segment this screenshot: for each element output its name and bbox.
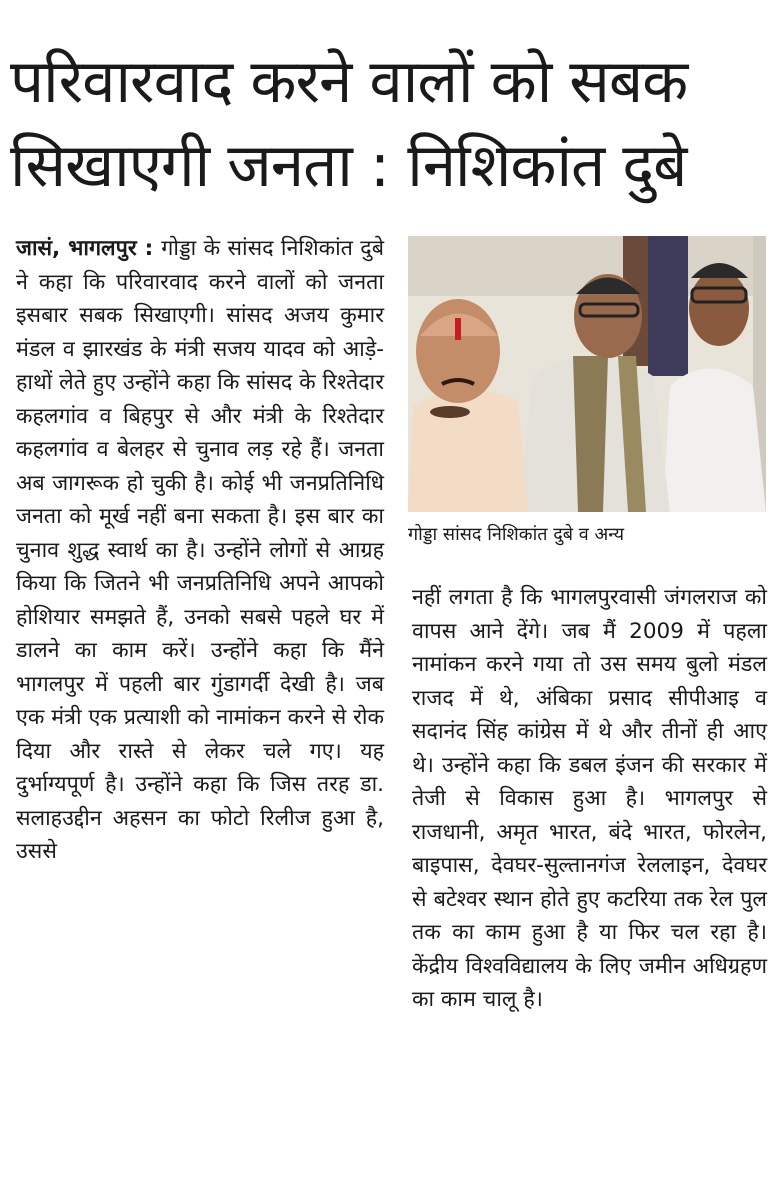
photo-caption: गोड्डा सांसद निशिकांत दुबे व अन्य xyxy=(408,524,625,545)
article-paragraph-left xyxy=(16,232,384,869)
news-photo xyxy=(408,236,766,512)
headline-line-2: सिखाएगी जनता : निशिकांत दुबे xyxy=(10,131,687,201)
article-paragraph-right: नहीं लगता है कि भागलपुरवासी जंगलराज को वापस आने देंगे। जब मैं 2009 में पहला नामांकन करने गया तो उस समय बुलो मंडल राजद में थे, अंबिका प्रसाद सीपीआइ व सदानंद सिंह कांग्रेस में थे और तीनों ही आए थे। उन्होंने कहा कि डबल इंजन की सरकार में तेजी से विकास हुआ है। भागलपुर से राजधानी, अमृत भारत, बंदे भारत, फोरलेन, बाइपास, देवघर-सुल्तानगंज रेललाइन, देवघर से बटेश्वर स्थान होते हुए कटरिया तक रेल पुल तक का काम हुआ है या फिर चल रहा है। केंद्रीय विश्वविद्यालय के लिए जमीन अधिग्रहण का काम चालू है। xyxy=(412,585,767,1012)
article-left-column xyxy=(16,232,384,869)
headline xyxy=(10,40,765,208)
article-right-column xyxy=(412,581,767,1017)
left-column-body: गोड्डा के सांसद निशिकांत दुबे ने कहा कि परिवारवाद करने वालों को जनता इसबार सबक सिखाएगी। सांसद अजय कुमार मंडल व झारखंड के मंत्री सजय यादव को आड़े-हाथों लेते हुए उन्होंने कहा कि सांसद के रिश्तेदार कहलगांव व बिहपुर से और मंत्री के रिश्तेदार कहलगांव व बेलहर से चुनाव लड़ रहे हैं। जनता अब जागरूक हो चुकी है। कोई भी जनप्रतिनिधि जनता को मूर्ख नहीं बना सकता है। इस बार का चुनाव शुद्ध स्वार्थ का है। उन्होंने लोगों से आग्रह किया कि जितने भी जनप्रतिनिधि अपने आपको होशियार समझते हैं, उनको सबसे पहले घर में डालने का काम करें। उन्होंने कहा कि मैंने भागलपुर में पहली बार गुंडागर्दी देखी है। जब एक मंत्री एक प्रत्याशी को नामांकन करने से रोक दिया और रास्ते से लेकर चले गए। यह दुर्भाग्यपूर्ण है। उन्होंने कहा कि जिस तरह डा. सलाहउद्दीन अहसन का फोटो रिलीज हुआ है, उससे xyxy=(16,236,384,864)
news-photo-image xyxy=(408,236,766,512)
headline-line-1: परिवारवाद करने वालों को सबक xyxy=(10,47,688,117)
dateline: जासं, भागलपुर : xyxy=(16,236,162,261)
